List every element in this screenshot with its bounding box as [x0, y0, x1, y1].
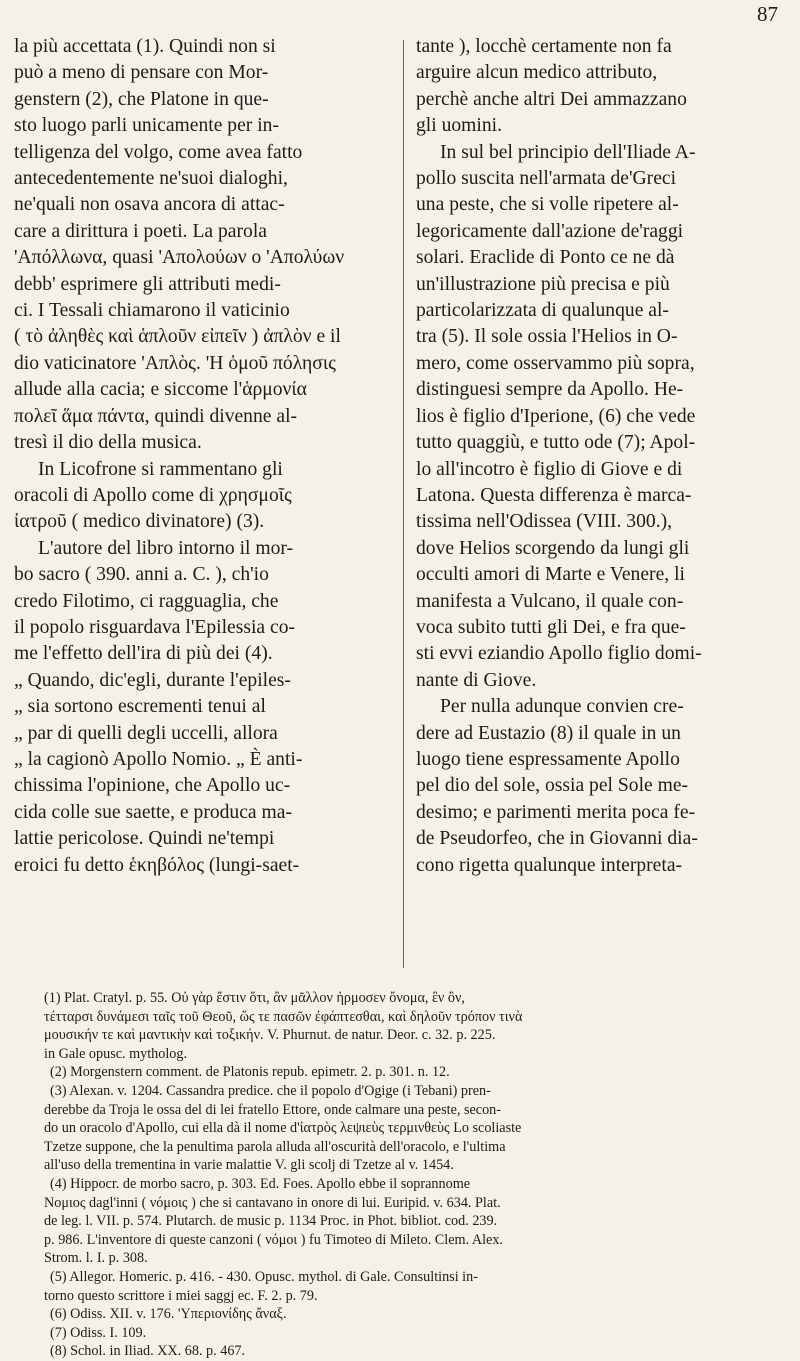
left-line: „ Quando, dic'egli, durante l'epiles-	[14, 669, 291, 691]
column-divider	[403, 40, 404, 968]
left-line: ne'quali non osava ancora di attac-	[14, 194, 285, 216]
footnote-line: p. 986. L'inventore di queste canzoni ( νόμοι ) fu Timoteo di Mileto. Clem. Alex.	[44, 1231, 503, 1248]
right-line: de Pseudorfeo, che in Giovanni dia-	[416, 828, 698, 850]
right-line: perchè anche altri Dei ammazzano	[416, 88, 687, 110]
footnote-line: Tzetze suppone, che la penultima parola alluda all'oscurità dell'oracolo, e l'ultima	[44, 1138, 506, 1155]
right-line: tante ), locchè certamente non fa	[416, 36, 672, 57]
right-line: desimo; e parimenti merita poca fe-	[416, 801, 696, 823]
right-line: In sul bel principio dell'Iliade A-	[440, 141, 696, 163]
footnote-line: (7) Odiss. I. 109.	[50, 1324, 147, 1341]
right-line: pel dio del sole, ossia pel Sole me-	[416, 775, 689, 797]
footnote-line: do un oracolo d'Apollo, cui ella dà il nome d'ἰατρὸς λεψιεὺς τερμινθεὺς Lo scoliaste	[44, 1120, 522, 1137]
right-line: gli uomini.	[416, 115, 503, 137]
left-line: cida colle sue saette, e produca ma-	[14, 801, 292, 823]
right-line: distinguesi sempre da Apollo. He-	[416, 379, 684, 401]
left-line: „ sia sortono escrementi tenui al	[14, 696, 266, 718]
footnote-line: Νομιος dagl'inni ( νόμοις ) che si cantavano in onore di lui. Euripid. v. 634. Plat.	[44, 1194, 501, 1211]
right-line: particolarizzata di qualunque al-	[416, 300, 669, 322]
footnote-line: (6) Odiss. XII. v. 176. 'Υπεριονίδης ἄναξ.	[50, 1306, 287, 1323]
left-line: può a meno di pensare con Mor-	[14, 62, 269, 84]
footnote-line: (4) Hippocr. de morbo sacro, p. 303. Ed. Foes. Apollo ebbe il soprannome	[50, 1175, 471, 1192]
left-line: chissima l'opinione, che Apollo uc-	[14, 775, 291, 797]
left-line: tresì il dio della musica.	[14, 432, 202, 454]
right-line: un'illustrazione più precisa e più	[416, 273, 670, 295]
left-line: ἰατροῦ ( medico divinatore) (3).	[14, 511, 265, 533]
left-line: In Licofrone si rammentano gli	[38, 458, 283, 480]
right-line: tra (5). Il sole ossia l'Helios in O-	[416, 326, 678, 348]
right-column	[416, 34, 792, 879]
left-line: 'Απόλλωνα, quasi 'Απολούων o 'Απολύων	[14, 247, 345, 269]
right-line: mero, come osservammo più sopra,	[416, 352, 695, 374]
left-line: „ par di quelli degli uccelli, allora	[14, 722, 278, 744]
right-line: arguire alcun medico attributo,	[416, 62, 658, 84]
right-line: dove Helios scorgendo da lungi gli	[416, 537, 690, 559]
footnote-line: all'uso della trementina in varie malattie V. gli scolj di Tzetze al v. 1454.	[44, 1157, 454, 1174]
left-line: bo sacro ( 390. anni a. C. ), ch'io	[14, 564, 269, 586]
left-line: genstern (2), che Platone in que-	[14, 88, 269, 110]
left-line: sto luogo parli unicamente per in-	[14, 115, 279, 137]
right-line: luogo tiene espressamente Apollo	[416, 748, 680, 770]
footnotes	[44, 989, 780, 1361]
left-line: lattie pericolose. Quindi ne'tempi	[14, 828, 275, 850]
left-line: „ la cagionò Apollo Nomio. „ È anti-	[14, 748, 303, 770]
right-line: manifesta a Vulcano, il quale con-	[416, 590, 684, 612]
right-line: lo all'incotro è figlio di Giove e di	[416, 458, 683, 480]
left-line: oracoli di Apollo come di χρησμοῖς	[14, 484, 292, 506]
right-line: tissima nell'Odissea (VIII. 300.),	[416, 511, 673, 533]
left-line: credo Filotimo, ci ragguaglia, che	[14, 590, 279, 612]
right-line: pollo suscita nell'armata de'Greci	[416, 168, 677, 190]
left-line: eroici fu detto ἑκηβόλος (lungi-saet-	[14, 854, 300, 876]
left-line: la più accettata (1). Quindi non si	[14, 36, 276, 57]
footnote-line: (3) Alexan. v. 1204. Cassandra predice. che il popolo d'Ogige (i Tebani) pren-	[50, 1082, 491, 1099]
left-line: debb' esprimere gli attributi medi-	[14, 273, 281, 295]
left-line: telligenza del volgo, come avea fatto	[14, 141, 303, 163]
footnote-line: (5) Allegor. Homeric. p. 416. - 430. Opusc. mythol. di Gale. Consultinsi in-	[50, 1268, 478, 1285]
left-line: allude alla cacia; e siccome l'ἁρμονία	[14, 379, 307, 401]
right-line: occulti amori di Marte e Venere, li	[416, 564, 685, 586]
right-line: sti evvi eziandio Apollo figlio domi-	[416, 643, 702, 665]
right-line: cono rigetta qualunque interpreta-	[416, 854, 683, 876]
right-line: una peste, che si volle ripetere al-	[416, 194, 679, 216]
footnote-line: μουσικήν τε καὶ μαντικὴν καὶ τοξικήν. V. Phurnut. de natur. Deor. c. 32. p. 225.	[44, 1027, 496, 1044]
left-line: πολεῖ ἅμα πάντα, quindi divenne al-	[14, 405, 298, 427]
left-line: dio vaticinatore 'Απλὸς. 'Η ὁμοῦ πόλησις	[14, 352, 336, 374]
right-line: legoricamente dall'azione de'raggi	[416, 220, 684, 242]
right-line: nante di Giove.	[416, 669, 537, 691]
right-line: lios è figlio d'Iperione, (6) che vede	[416, 405, 696, 427]
footnote-line: torno questo scrittore i miei saggj ec. F. 2. p. 79.	[44, 1287, 318, 1304]
right-line: Latona. Questa differenza è marca-	[416, 484, 692, 506]
left-line: ci. I Tessali chiamarono il vaticinio	[14, 300, 290, 322]
left-column	[14, 34, 390, 879]
footnote-line: de leg. l. VII. p. 574. Plutarch. de music p. 1134 Proc. in Phot. bibliot. cod. 239.	[44, 1213, 498, 1230]
left-line: L'autore del libro intorno il mor-	[38, 537, 294, 559]
left-line: me l'effetto dell'ira di più dei (4).	[14, 643, 273, 665]
left-line: care a dirittura i poeti. La parola	[14, 220, 267, 242]
right-line: dere ad Eustazio (8) il quale in un	[416, 722, 681, 744]
footnote-line: (1) Plat. Cratyl. p. 55. Οὐ γὰρ ἔστιν ὅτι, ἂν μᾶλλον ἡρμοσεν ὄνομα, ἓν ὂν,	[44, 990, 465, 1006]
left-line: il popolo risguardava l'Epilessia co-	[14, 616, 296, 638]
right-line: voca subito tutti gli Dei, e fra que-	[416, 616, 686, 638]
left-line: ( τὸ ἀληθὲς καὶ ἁπλοῦν εἰπεῖν ) ἀπλὸν e il	[14, 326, 341, 348]
footnote-line: Strom. l. I. p. 308.	[44, 1250, 148, 1267]
footnote-line: in Gale opusc. mytholog.	[44, 1045, 188, 1062]
right-line: tutto quaggiù, e tutto ode (7); Apol-	[416, 432, 696, 454]
footnote-line: (2) Morgenstern comment. de Platonis repub. epimetr. 2. p. 301. n. 12.	[50, 1064, 450, 1081]
right-line: Per nulla adunque convien cre-	[440, 696, 684, 718]
right-line: solari. Eraclide di Ponto ce ne dà	[416, 247, 675, 269]
page-number: 87	[757, 2, 778, 26]
left-line: antecedentemente ne'suoi dialoghi,	[14, 168, 288, 190]
footnote-line: derebbe da Troja le ossa del di lei fratello Ettore, onde calmare una peste, secon-	[44, 1101, 501, 1118]
footnote-line: (8) Schol. in Iliad. XX. 68. p. 467.	[50, 1343, 246, 1360]
footnote-line: τέτταρσι δυνάμεσι ταῖς τοῦ Θεοῦ, ὥς τε πασῶν ἐφάπτεσθαι, καὶ δηλοῦν τρόπον τινὰ	[44, 1008, 523, 1025]
